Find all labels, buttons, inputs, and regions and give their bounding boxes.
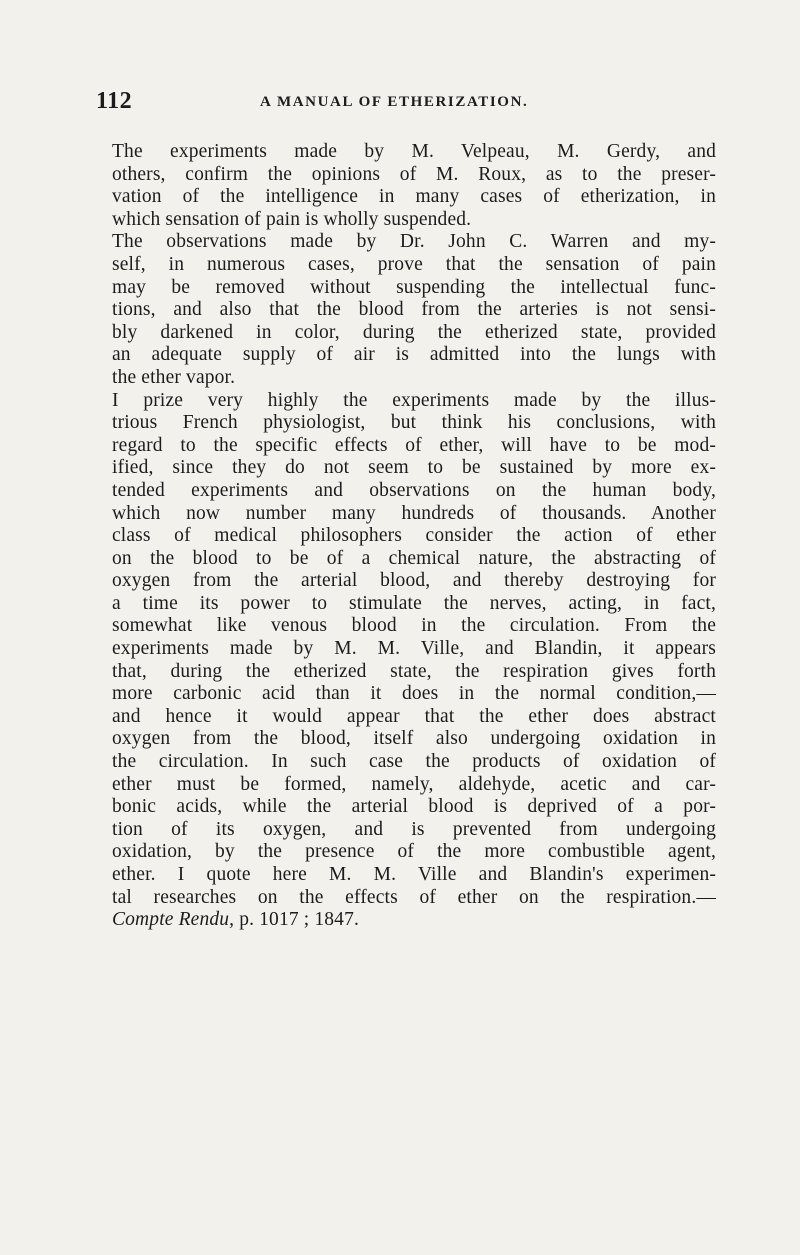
running-title: A MANUAL OF ETHERIZATION. (260, 94, 529, 110)
text-line: class of medical philosophers consider the action of ether (112, 525, 716, 547)
text-line: I prize very highly the experiments made by the illus- (112, 389, 716, 411)
text-line: more carbonic acid than it does in the normal condition,— (112, 683, 716, 705)
text-line: which sensation of pain is wholly suspended. (112, 208, 472, 230)
text-line: tion of its oxygen, and is prevented from undergoing (112, 818, 716, 840)
text-line: trious French physiologist, but think his conclusions, with (112, 412, 716, 434)
text-line: regard to the specific effects of ether, will have to be mod- (112, 434, 716, 456)
text-line: oxygen from the blood, itself also undergoing oxidation in (112, 728, 716, 750)
citation-reference: p. 1017 ; 1847. (234, 909, 360, 931)
text-line: that, during the etherized state, the respiration gives forth (112, 660, 716, 682)
text-line: vation of the intelligence in many cases of etherization, in (112, 186, 716, 208)
page-number: 112 (96, 88, 133, 114)
text-line: ether. I quote here M. M. Ville and Blandin's experimen- (112, 864, 716, 885)
text-line: which now number many hundreds of thousands. Another (112, 502, 716, 524)
text-line: tal researches on the effects of ether on the respiration.— (112, 886, 716, 908)
text-line: on the blood to be of a chemical nature, the abstracting of (112, 547, 716, 569)
text-line: may be removed without suspending the intellectual func- (112, 276, 716, 298)
text-line: experiments made by M. M. Ville, and Blandin, it appears (112, 638, 716, 660)
citation-line (112, 909, 716, 932)
text-line: tions, and also that the blood from the arteries is not sensi- (112, 299, 716, 321)
text-line: others, confirm the opinions of M. Roux, as to the preser- (112, 163, 716, 185)
text-line: the ether vapor. (112, 366, 236, 388)
body-text (112, 141, 716, 932)
text-line: The experiments made by M. Velpeau, M. Gerdy, and (112, 141, 716, 162)
text-line: oxidation, by the presence of the more combustible agent, (112, 841, 716, 863)
text-line: and hence it would appear that the ether does abstract (112, 705, 716, 727)
running-head (96, 88, 712, 116)
text-line: The observations made by Dr. John C. Warren and my- (112, 231, 716, 253)
text-line: a time its power to stimulate the nerves, acting, in fact, (112, 592, 716, 614)
text-line: somewhat like venous blood in the circulation. From the (112, 615, 716, 637)
text-line: the circulation. In such case the products of oxidation of (112, 751, 716, 773)
text-line: an adequate supply of air is admitted into the lungs with (112, 344, 716, 366)
text-line: ified, since they do not seem to be sustained by more ex- (112, 457, 716, 479)
text-line: tended experiments and observations on the human body, (112, 479, 716, 501)
text-line: ether must be formed, namely, aldehyde, acetic and car- (112, 773, 716, 795)
text-line: bonic acids, while the arterial blood is deprived of a por- (112, 796, 716, 818)
text-line: bly darkened in color, during the etherized state, provided (112, 321, 716, 343)
citation-title: Compte Rendu, (112, 909, 235, 931)
text-line: oxygen from the arterial blood, and thereby destroying for (112, 570, 716, 592)
text-line: self, in numerous cases, prove that the sensation of pain (112, 253, 716, 275)
